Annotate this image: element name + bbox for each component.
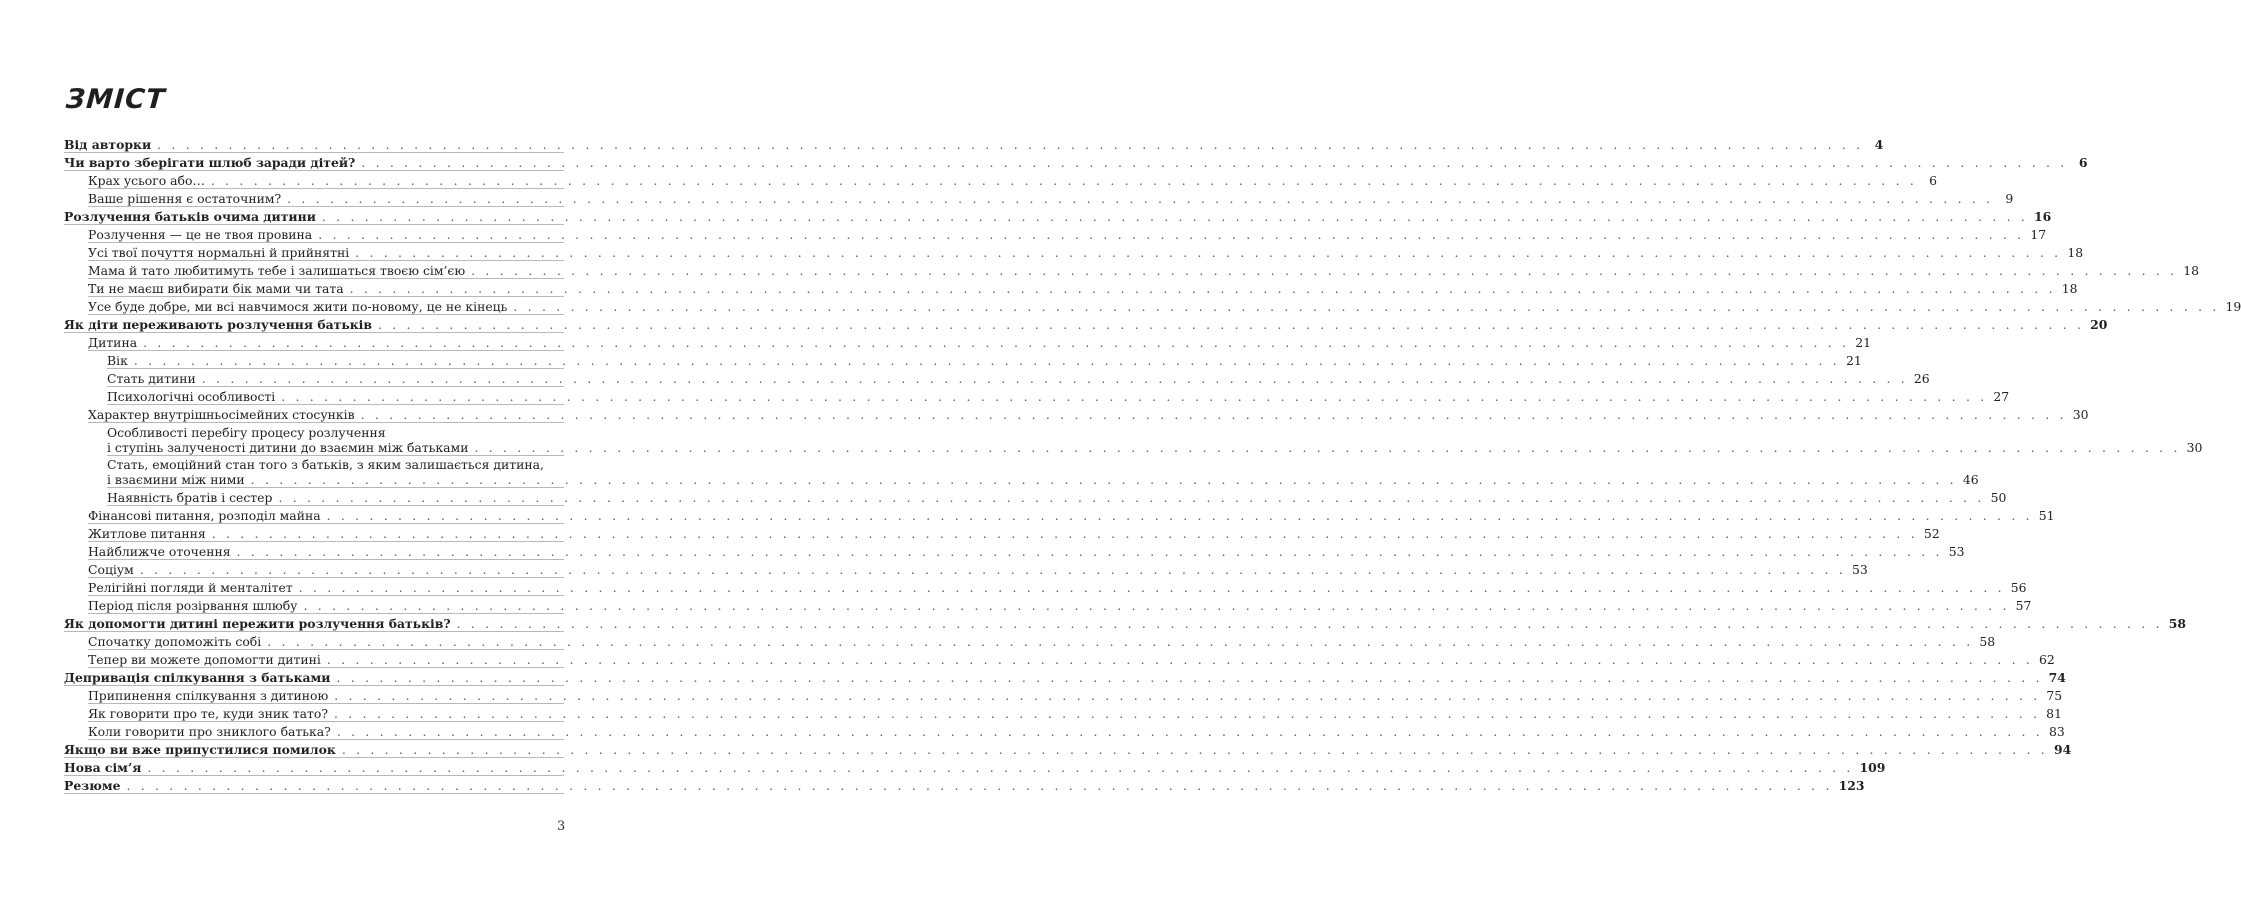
toc-entry-title: Якщо ви вже припустилися помилок — [64, 741, 336, 757]
dot-leader: . . . . . . . . . . . . . . . . . . . . . . . . . . . . . . . . . . . . . . . . . . . . . . . . . . . . . . . . . . . . . . . . . . . . . . . . . . . . . . . . . . . . . . . . . . . . . . . . . . . . . . . . . . . . . . . . . . . . . . . . — [471, 262, 2178, 278]
toc-entry-title-line: Особливості перебігу процесу розлучення — [107, 424, 386, 440]
toc-page-number: 75 — [2046, 687, 2063, 703]
dot-leader: . . . . . . . . . . . . . . . . . . . . . . . . . . . . . . . . . . . . . . . . . . . . . . . . . . . . . . . . . . . . . . . . . . . . . . . . . . . . . . . . . . . . . . . . . . . . . . . . . . . . . . . . . . . . . . . . . . . . . . . . — [157, 136, 1864, 152]
toc-page-number: 18 — [2067, 244, 2084, 260]
toc-entry-title: Усі твої почуття нормальні й прийнятні — [88, 244, 350, 260]
toc-page-number: 18 — [2183, 262, 2200, 278]
toc-entry-title: Як говорити про те, куди зник тато? — [88, 705, 328, 721]
toc-entry[interactable] — [64, 614, 2186, 632]
dot-leader: . . . . . . . . . . . . . . . . . . . . . . . . . . . . . . . . . . . . . . . . . . . . . . . . . . . . . . . . . . . . . . . . . . . . . . . . . . . . . . . . . . . . . . . . . . . . . . . . . . . . . . . . . . . . . . . . . . . . . . . . — [236, 543, 1943, 559]
toc-entry[interactable] — [88, 632, 1996, 650]
dot-leader: . . . . . . . . . . . . . . . . . . . . . . . . . . . . . . . . . . . . . . . . . . . . . . . . . . . . . . . . . . . . . . . . . . . . . . . . . . . . . . . . . . . . . . . . . . . . . . . . . . . . . . . . . . . . . . . . . . . . . . . . — [298, 579, 2005, 595]
dot-leader: . . . . . . . . . . . . . . . . . . . . . . . . . . . . . . . . . . . . . . . . . . . . . . . . . . . . . . . . . . . . . . . . . . . . . . . . . . . . . . . . . . . . . . . . . . . . . . . . . . . . . . . . . . . . . . . . . . . . . . . . — [318, 226, 2025, 242]
toc-page-number: 26 — [1913, 370, 1930, 386]
toc-page-number: 30 — [2072, 406, 2089, 422]
toc-page-number: 50 — [1990, 489, 2007, 505]
toc-entry[interactable] — [107, 369, 1930, 387]
toc-page-number: 58 — [2168, 615, 2186, 631]
toc-entry-title: Припинення спілкування з дитиною — [88, 687, 329, 703]
toc-page-number: 16 — [2034, 208, 2052, 224]
dot-leader: . . . . . . . . . . . . . . . . . . . . . . . . . . . . . . . . . . . . . . . . . . . . . . . . . . . . . . . . . . . . . . . . . . . . . . . . . . . . . . . . . . . . . . . . . . . . . . . . . . . . . . . . . . . . . . . . . . . . . . . . — [336, 669, 2043, 685]
dot-leader: . . . . . . . . . . . . . . . . . . . . . . . . . . . . . . . . . . . . . . . . . . . . . . . . . . . . . . . . . . . . . . . . . . . . . . . . . . . . . . . . . . . . . . . . . . . . . . . . . . . . . . . . . . . . . . . . . . . . . . . . — [361, 154, 2068, 170]
toc-page-number: 18 — [2061, 280, 2078, 296]
toc-entry-title: Характер внутрішньосімейних стосунків — [88, 406, 355, 422]
toc-entry[interactable] — [88, 297, 2241, 315]
toc-entry-title: Як допомогти дитині пережити розлучення батьків? — [64, 615, 451, 631]
toc-entry-title: Мама й тато любитимуть тебе і залишаться твоєю сім’єю — [88, 262, 466, 278]
toc-page-number: 56 — [2010, 579, 2027, 595]
toc-entry-title: Усе буде добре, ми всі навчимося жити по-новому, це не кінець — [88, 298, 508, 314]
toc-entry[interactable] — [64, 668, 2066, 686]
toc-entry-title-line: і ступінь залученості дитини до взаємин між батьками — [107, 439, 469, 455]
toc-page-number: 74 — [2048, 669, 2066, 685]
toc-entry-title: Розлучення — це не твоя провина — [88, 226, 313, 242]
toc-entry[interactable] — [88, 560, 1868, 578]
toc-page-number: 53 — [1948, 543, 1965, 559]
toc-page-number: 6 — [1929, 172, 1937, 188]
toc-entry-title-line: Стать, емоційний стан того з батьків, з яким залишається дитина, — [107, 457, 544, 472]
toc-entry[interactable] — [107, 456, 1979, 489]
toc-page-number: 81 — [2046, 705, 2062, 721]
toc-page-number: 6 — [2078, 154, 2088, 170]
toc-page-number: 57 — [2015, 597, 2032, 613]
toc-entry-title: Період після розірвання шлюбу — [88, 597, 298, 613]
dot-leader: . . . . . . . . . . . . . . . . . . . . . . . . . . . . . . . . . . . . . . . . . . . . . . . . . . . . . . . . . . . . . . . . . . . . . . . . . . . . . . . . . . . . . . . . . . . . . . . . . . . . . . . . . . . . . . . . . . . . . . . . — [143, 334, 1850, 350]
toc-page-number: 83 — [2048, 723, 2065, 739]
toc-entry[interactable] — [88, 225, 2047, 243]
toc-entry[interactable] — [88, 405, 2089, 423]
toc-entry[interactable] — [88, 261, 2200, 279]
toc-entry-title: Найближче оточення — [88, 543, 231, 559]
toc-page-number: 27 — [1993, 388, 2010, 404]
dot-leader: . . . . . . . . . . . . . . . . . . . . . . . . . . . . . . . . . . . . . . . . . . . . . . . . . . . . . . . . . . . . . . . . . . . . . . . . . . . . . . . . . . . . . . . . . . . . . . . . . . . . . . . . . . . . . . . . . . . . . . . . — [281, 388, 1988, 404]
toc-entry[interactable] — [88, 524, 1940, 542]
toc-entry[interactable] — [88, 171, 1937, 189]
toc-page-number: 9 — [2005, 190, 2014, 206]
dot-leader: . . . . . . . . . . . . . . . . . . . . . . . . . . . . . . . . . . . . . . . . . . . . . . . . . . . . . . . . . . . . . . . . . . . . . . . . . . . . . . . . . . . . . . . . . . . . . . . . . . . . . . . . . . . . . . . . . . . . . . . . — [133, 352, 1840, 368]
toc-entry[interactable] — [88, 333, 1872, 351]
toc-page-number: 51 — [2038, 507, 2055, 523]
toc-page-number: 52 — [1923, 525, 1940, 541]
toc-entry-title: Релігійні погляди й менталітет — [88, 579, 293, 595]
page-title: ЗМІСТ — [64, 84, 167, 115]
toc-entry-title: Фінансові питання, розподіл майна — [88, 507, 321, 523]
toc-entry[interactable] — [64, 758, 1886, 776]
toc-entry[interactable] — [107, 387, 2010, 405]
toc-page-number: 4 — [1874, 136, 1884, 152]
toc-entry-title: Тепер ви можете допомогти дитині — [88, 651, 321, 667]
toc-entry-title: Ваше рішення є остаточним? — [88, 190, 282, 206]
dot-leader: . . . . . . . . . . . . . . . . . . . . . . . . . . . . . . . . . . . . . . . . . . . . . . . . . . . . . . . . . . . . . . . . . . . . . . . . . . . . . . . . . . . . . . . . . . . . . . . . . . . . . . . . . . . . . . . . . . . . . . . . — [326, 507, 2033, 523]
toc-entry[interactable] — [107, 351, 1862, 369]
toc-entry[interactable] — [88, 506, 2055, 524]
toc-entry-title: Вік — [107, 352, 128, 368]
toc-page-number: 94 — [2053, 741, 2072, 757]
toc-entry[interactable] — [64, 153, 2088, 171]
toc-entry-title: Нова сім’я — [64, 759, 142, 775]
toc-page-number: 46 — [1962, 472, 1979, 487]
dot-leader: . . . . . . . . . . . . . . . . . . . . . . . . . . . . . . . . . . . . . . . . . . . . . . . . . . . . . . . . . . . . . . . . . . . . . . . . . . . . . . . . . . . . . . . . . . . . . . . . . . . . . . . . . . . . . . . . . . . . . . . . — [303, 597, 2010, 613]
toc-entry-title: Дитина — [88, 334, 138, 350]
toc-page-number: 123 — [1838, 777, 1865, 793]
toc-entry-title: Від авторки — [64, 136, 152, 152]
dot-leader: . . . . . . . . . . . . . . . . . . . . . . . . . . . . . . . . . . . . . . . . . . . . . . . . . . . . . . . . . . . . . . . . . . . . . . . . . . . . . . . . . . . . . . . . . . . . . . . . . . . . . . . . . . . . . . . . . . . . . . . . — [513, 298, 2220, 314]
toc-entry[interactable] — [64, 740, 2072, 758]
dot-leader: . . . . . . . . . . . . . . . . . . . . . . . . . . . . . . . . . . . . . . . . . . . . . . . . . . . . . . . . . . . . . . . . . . . . . . . . . . . . . . . . . . . . . . . . . . . . . . . . . . . . . . . . . . . . . . . . . . . . . . . . — [334, 705, 2041, 721]
toc-entry[interactable] — [88, 704, 2062, 722]
dot-leader: . . . . . . . . . . . . . . . . . . . . . . . . . . . . . . . . . . . . . . . . . . . . . . . . . . . . . . . . . . . . . . . . . . . . . . . . . . . . . . . . . . . . . . . . . . . . . . . . . . . . . . . . . . . . . . . . . . . . . . . . — [278, 489, 1985, 505]
dot-leader: . . . . . . . . . . . . . . . . . . . . . . . . . . . . . . . . . . . . . . . . . . . . . . . . . . . . . . . . . . . . . . . . . . . . . . . . . . . . . . . . . . . . . . . . . . . . . . . . . . . . . . . . . . . . . . . . . . . . . . . . — [147, 759, 1854, 775]
dot-leader: . . . . . . . . . . . . . . . . . . . . . . . . . . . . . . . . . . . . . . . . . . . . . . . . . . . . . . . . . . . . . . . . . . . . . . . . . . . . . . . . . . . . . . . . . . . . . . . . . . . . . . . . . . . . . . . . . . . . . . . . — [250, 472, 1957, 487]
toc-entry[interactable] — [88, 243, 2084, 261]
toc-entry[interactable] — [88, 686, 2063, 704]
toc-entry[interactable] — [88, 542, 1965, 560]
toc-entry-title: Як діти переживають розлучення батьків — [64, 316, 372, 332]
dot-leader: . . . . . . . . . . . . . . . . . . . . . . . . . . . . . . . . . . . . . . . . . . . . . . . . . . . . . . . . . . . . . . . . . . . . . . . . . . . . . . . . . . . . . . . . . . . . . . . . . . . . . . . . . . . . . . . . . . . . . . . . — [210, 172, 1917, 188]
toc-page-number: 53 — [1851, 561, 1868, 577]
toc-entry[interactable] — [64, 315, 2108, 333]
toc-entry-title: Психологічні особливості — [107, 388, 276, 404]
dot-leader: . . . . . . . . . . . . . . . . . . . . . . . . . . . . . . . . . . . . . . . . . . . . . . . . . . . . . . . . . . . . . . . . . . . . . . . . . . . . . . . . . . . . . . . . . . . . . . . . . . . . . . . . . . . . . . . . . . . . . . . . — [336, 723, 2043, 739]
dot-leader: . . . . . . . . . . . . . . . . . . . . . . . . . . . . . . . . . . . . . . . . . . . . . . . . . . . . . . . . . . . . . . . . . . . . . . . . . . . . . . . . . . . . . . . . . . . . . . . . . . . . . . . . . . . . . . . . . . . . . . . . — [326, 651, 2033, 667]
dot-leader: . . . . . . . . . . . . . . . . . . . . . . . . . . . . . . . . . . . . . . . . . . . . . . . . . . . . . . . . . . . . . . . . . . . . . . . . . . . . . . . . . . . . . . . . . . . . . . . . . . . . . . . . . . . . . . . . . . . . . . . . — [334, 687, 2041, 703]
toc-entry[interactable] — [88, 722, 2065, 740]
toc-entry[interactable] — [88, 650, 2055, 668]
toc-entry[interactable] — [88, 578, 2027, 596]
dot-leader: . . . . . . . . . . . . . . . . . . . . . . . . . . . . . . . . . . . . . . . . . . . . . . . . . . . . . . . . . . . . . . . . . . . . . . . . . . . . . . . . . . . . . . . . . . . . . . . . . . . . . . . . . . . . . . . . . . . . . . . . — [139, 561, 1846, 577]
dot-leader: . . . . . . . . . . . . . . . . . . . . . . . . . . . . . . . . . . . . . . . . . . . . . . . . . . . . . . . . . . . . . . . . . . . . . . . . . . . . . . . . . . . . . . . . . . . . . . . . . . . . . . . . . . . . . . . . . . . . . . . . — [378, 316, 2085, 332]
dot-leader: . . . . . . . . . . . . . . . . . . . . . . . . . . . . . . . . . . . . . . . . . . . . . . . . . . . . . . . . . . . . . . . . . . . . . . . . . . . . . . . . . . . . . . . . . . . . . . . . . . . . . . . . . . . . . . . . . . . . . . . . — [341, 741, 2048, 757]
toc-entry[interactable] — [88, 189, 2014, 207]
toc-entry[interactable] — [64, 135, 1884, 153]
toc-entry[interactable] — [64, 207, 2052, 225]
toc-entry-title: Соціум — [88, 561, 134, 577]
toc-page-number: 58 — [1979, 633, 1996, 649]
toc-page-number: 21 — [1855, 334, 1872, 350]
toc-entry-title: Спочатку допоможіть собі — [88, 633, 262, 649]
toc-page-number: 19 — [2225, 298, 2241, 314]
toc-entry-title: Розлучення батьків очима дитини — [64, 208, 316, 224]
dot-leader: . . . . . . . . . . . . . . . . . . . . . . . . . . . . . . . . . . . . . . . . . . . . . . . . . . . . . . . . . . . . . . . . . . . . . . . . . . . . . . . . . . . . . . . . . . . . . . . . . . . . . . . . . . . . . . . . . . . . . . . . — [349, 280, 2056, 296]
dot-leader: . . . . . . . . . . . . . . . . . . . . . . . . . . . . . . . . . . . . . . . . . . . . . . . . . . . . . . . . . . . . . . . . . . . . . . . . . . . . . . . . . . . . . . . . . . . . . . . . . . . . . . . . . . . . . . . . . . . . . . . . — [360, 406, 2067, 422]
toc-entry-title: Крах усього або… — [88, 172, 205, 188]
dot-leader: . . . . . . . . . . . . . . . . . . . . . . . . . . . . . . . . . . . . . . . . . . . . . . . . . . . . . . . . . . . . . . . . . . . . . . . . . . . . . . . . . . . . . . . . . . . . . . . . . . . . . . . . . . . . . . . . . . . . . . . . — [474, 439, 2181, 455]
toc-entry-title: Ти не маєш вибирати бік мами чи тата — [88, 280, 344, 296]
toc-entry[interactable] — [88, 596, 2032, 614]
toc-entry[interactable] — [107, 488, 2007, 506]
toc-entry-title: Коли говорити про зниклого батька? — [88, 723, 331, 739]
toc-page-number: 109 — [1859, 759, 1886, 775]
table-of-contents — [64, 135, 2241, 794]
dot-leader: . . . . . . . . . . . . . . . . . . . . . . . . . . . . . . . . . . . . . . . . . . . . . . . . . . . . . . . . . . . . . . . . . . . . . . . . . . . . . . . . . . . . . . . . . . . . . . . . . . . . . . . . . . . . . . . . . . . . . . . . — [201, 370, 1908, 386]
toc-entry-title: Чи варто зберігати шлюб заради дітей? — [64, 154, 356, 170]
dot-leader: . . . . . . . . . . . . . . . . . . . . . . . . . . . . . . . . . . . . . . . . . . . . . . . . . . . . . . . . . . . . . . . . . . . . . . . . . . . . . . . . . . . . . . . . . . . . . . . . . . . . . . . . . . . . . . . . . . . . . . . . — [267, 633, 1974, 649]
toc-page-number: 21 — [1845, 352, 1862, 368]
toc-entry-title-line: і взаємини між ними — [107, 472, 245, 487]
toc-entry-title: Стать дитини — [107, 370, 196, 386]
toc-page-number: 62 — [2039, 651, 2055, 667]
page-number: 3 — [557, 819, 566, 834]
toc-page-number: 20 — [2090, 316, 2108, 332]
toc-entry-title: Депривація спілкування з батьками — [64, 669, 331, 685]
dot-leader: . . . . . . . . . . . . . . . . . . . . . . . . . . . . . . . . . . . . . . . . . . . . . . . . . . . . . . . . . . . . . . . . . . . . . . . . . . . . . . . . . . . . . . . . . . . . . . . . . . . . . . . . . . . . . . . . . . . . . . . . — [456, 615, 2163, 631]
toc-entry[interactable] — [107, 423, 2203, 456]
toc-entry-title: Наявність братів і сестер — [107, 489, 273, 505]
dot-leader: . . . . . . . . . . . . . . . . . . . . . . . . . . . . . . . . . . . . . . . . . . . . . . . . . . . . . . . . . . . . . . . . . . . . . . . . . . . . . . . . . . . . . . . . . . . . . . . . . . . . . . . . . . . . . . . . . . . . . . . . — [211, 525, 1918, 541]
dot-leader: . . . . . . . . . . . . . . . . . . . . . . . . . . . . . . . . . . . . . . . . . . . . . . . . . . . . . . . . . . . . . . . . . . . . . . . . . . . . . . . . . . . . . . . . . . . . . . . . . . . . . . . . . . . . . . . . . . . . . . . . — [287, 190, 1994, 206]
toc-entry-title: Житлове питання — [88, 525, 206, 541]
toc-entry[interactable] — [88, 279, 2078, 297]
toc-page-number: 17 — [2030, 226, 2047, 242]
toc-entry[interactable] — [64, 776, 1865, 794]
dot-leader: . . . . . . . . . . . . . . . . . . . . . . . . . . . . . . . . . . . . . . . . . . . . . . . . . . . . . . . . . . . . . . . . . . . . . . . . . . . . . . . . . . . . . . . . . . . . . . . . . . . . . . . . . . . . . . . . . . . . . . . . — [321, 208, 2029, 224]
dot-leader: . . . . . . . . . . . . . . . . . . . . . . . . . . . . . . . . . . . . . . . . . . . . . . . . . . . . . . . . . . . . . . . . . . . . . . . . . . . . . . . . . . . . . . . . . . . . . . . . . . . . . . . . . . . . . . . . . . . . . . . . — [355, 244, 2062, 260]
dot-leader: . . . . . . . . . . . . . . . . . . . . . . . . . . . . . . . . . . . . . . . . . . . . . . . . . . . . . . . . . . . . . . . . . . . . . . . . . . . . . . . . . . . . . . . . . . . . . . . . . . . . . . . . . . . . . . . . . . . . . . . . — [126, 777, 1833, 793]
toc-page-number: 30 — [2186, 439, 2203, 455]
toc-entry-title: Резюме — [64, 777, 121, 793]
